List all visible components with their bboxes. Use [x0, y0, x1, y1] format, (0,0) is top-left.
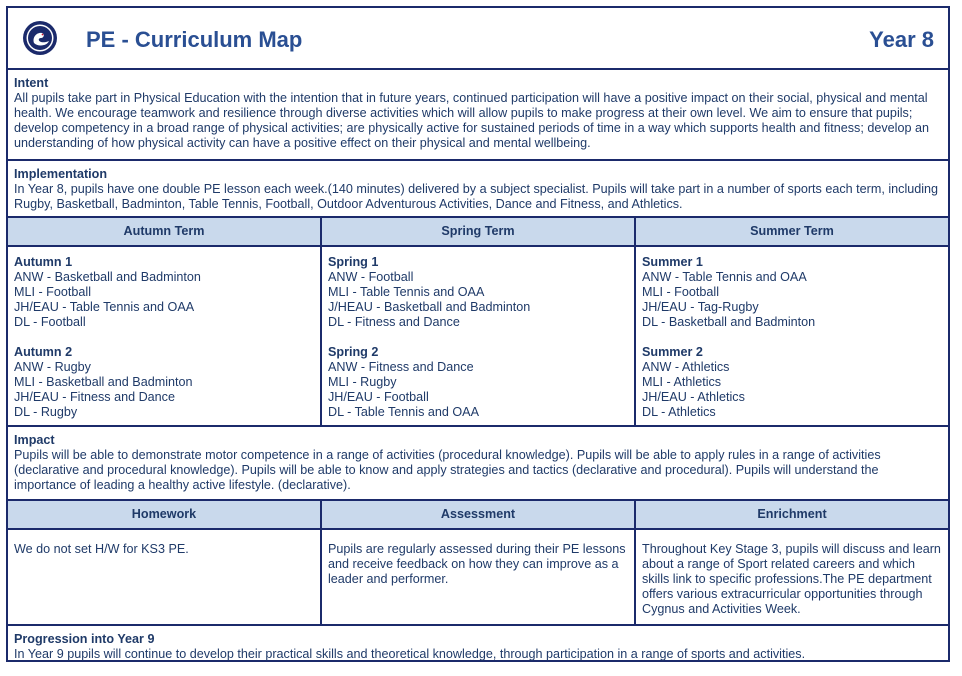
homework-text: We do not set H/W for KS3 PE.	[8, 530, 322, 624]
activity-line: DL - Rugby	[14, 405, 78, 419]
intent-section	[8, 70, 948, 161]
activity-line: DL - Football	[14, 315, 86, 329]
activity-line: JH/EAU - Football	[328, 390, 429, 404]
progression-text: In Year 9 pupils will continue to develop their practical skills and theoretical knowledge, through participation in a range of sports and activities.	[14, 647, 806, 661]
intent-text: All pupils take part in Physical Education with the intention that in future years, continued participation will have a positive impact on their social, physical and mental health. We encourage teamwork and resilience through diverse activities which will allow pupils to make progress at their own level. We aim to ensure that pupils; develop competency in a broad range of physical activities; are physically active for sustained periods of time in a way which supports health and fitness; develop an understanding of how physical activity can have a positive effect on their physical and mental wellbeing.	[14, 91, 929, 150]
block-heading: Autumn 1	[14, 255, 73, 269]
term-header-autumn: Autumn Term	[8, 218, 322, 245]
activity-line: MLI - Basketball and Badminton	[14, 375, 193, 389]
progression-section	[8, 626, 948, 662]
activity-line: JH/EAU - Fitness and Dance	[14, 390, 175, 404]
activity-line: JH/EAU - Athletics	[642, 390, 745, 404]
hae-grid	[8, 530, 948, 626]
curriculum-map-sheet	[6, 6, 950, 662]
activity-line: JH/EAU - Tag-Rugby	[642, 300, 759, 314]
term-headers	[8, 218, 948, 247]
block-heading: Summer 2	[642, 345, 703, 359]
activity-line: ANW - Rugby	[14, 360, 91, 374]
homework-header: Homework	[8, 501, 322, 528]
assessment-header: Assessment	[322, 501, 636, 528]
swan-logo-icon	[22, 20, 58, 56]
term-column-summer	[636, 247, 948, 425]
activity-line: ANW - Basketball and Badminton	[14, 270, 201, 284]
term-header-summer: Summer Term	[636, 218, 948, 245]
activity-line: ANW - Athletics	[642, 360, 730, 374]
page-title: PE - Curriculum Map	[86, 27, 303, 52]
activity-line: MLI - Table Tennis and OAA	[328, 285, 485, 299]
year-label: Year 8	[869, 27, 934, 52]
term-column-autumn	[8, 247, 322, 425]
activity-line: DL - Basketball and Badminton	[642, 315, 816, 329]
assessment-text: Pupils are regularly assessed during their PE lessons and receive feedback on how they can improve as a leader and performer.	[322, 530, 636, 624]
block-heading: Spring 2	[328, 345, 379, 359]
enrichment-header: Enrichment	[636, 501, 948, 528]
activity-line: DL - Table Tennis and OAA	[328, 405, 479, 419]
activity-line: ANW - Football	[328, 270, 414, 284]
activity-line: DL - Athletics	[642, 405, 716, 419]
block-heading: Spring 1	[328, 255, 379, 269]
activity-line: MLI - Football	[14, 285, 91, 299]
activity-line: ANW - Table Tennis and OAA	[642, 270, 807, 284]
implementation-text: In Year 8, pupils have one double PE lesson each week.(140 minutes) delivered by a subject specialist. Pupils will take part in a number of sports each term, including Rugby, Basketball, Badminton, Table Tennis, Football, Outdoor Adventurous Activities, Dance and Fitness, and Athletics.	[14, 182, 939, 211]
activity-line: DL - Fitness and Dance	[328, 315, 460, 329]
activity-line: JH/EAU - Table Tennis and OAA	[14, 300, 195, 314]
activity-line: ANW - Fitness and Dance	[328, 360, 474, 374]
activity-line: MLI - Athletics	[642, 375, 722, 389]
impact-section	[8, 427, 948, 501]
impact-text: Pupils will be able to demonstrate motor competence in a range of activities (procedural knowledge). Pupils will be able to apply rules in a range of activities (declarative and procedural knowledge). Pupils will be able to know and apply strategies and tactics (declarative and procedural). Pupils will understand the importance of leading a healthy active lifestyle. (declarative).	[14, 448, 881, 492]
implementation-section	[8, 161, 948, 218]
term-header-spring: Spring Term	[322, 218, 636, 245]
header	[8, 8, 948, 70]
intent-heading: Intent	[14, 76, 49, 90]
implementation-heading: Implementation	[14, 167, 108, 181]
term-column-spring	[322, 247, 636, 425]
progression-heading: Progression into Year 9	[14, 632, 155, 646]
impact-heading: Impact	[14, 433, 55, 447]
hae-headers	[8, 501, 948, 530]
enrichment-text: Throughout Key Stage 3, pupils will discuss and learn about a range of Sport related careers and which skills link to specific professions.The PE department offers various extracurricular opportunities through Cygnus and Activities Week.	[642, 542, 941, 616]
activity-line: J/HEAU - Basketball and Badminton	[328, 300, 531, 314]
activity-line: MLI - Rugby	[328, 375, 397, 389]
block-heading: Autumn 2	[14, 345, 73, 359]
block-heading: Summer 1	[642, 255, 703, 269]
activity-line: MLI - Football	[642, 285, 719, 299]
term-grid	[8, 247, 948, 427]
